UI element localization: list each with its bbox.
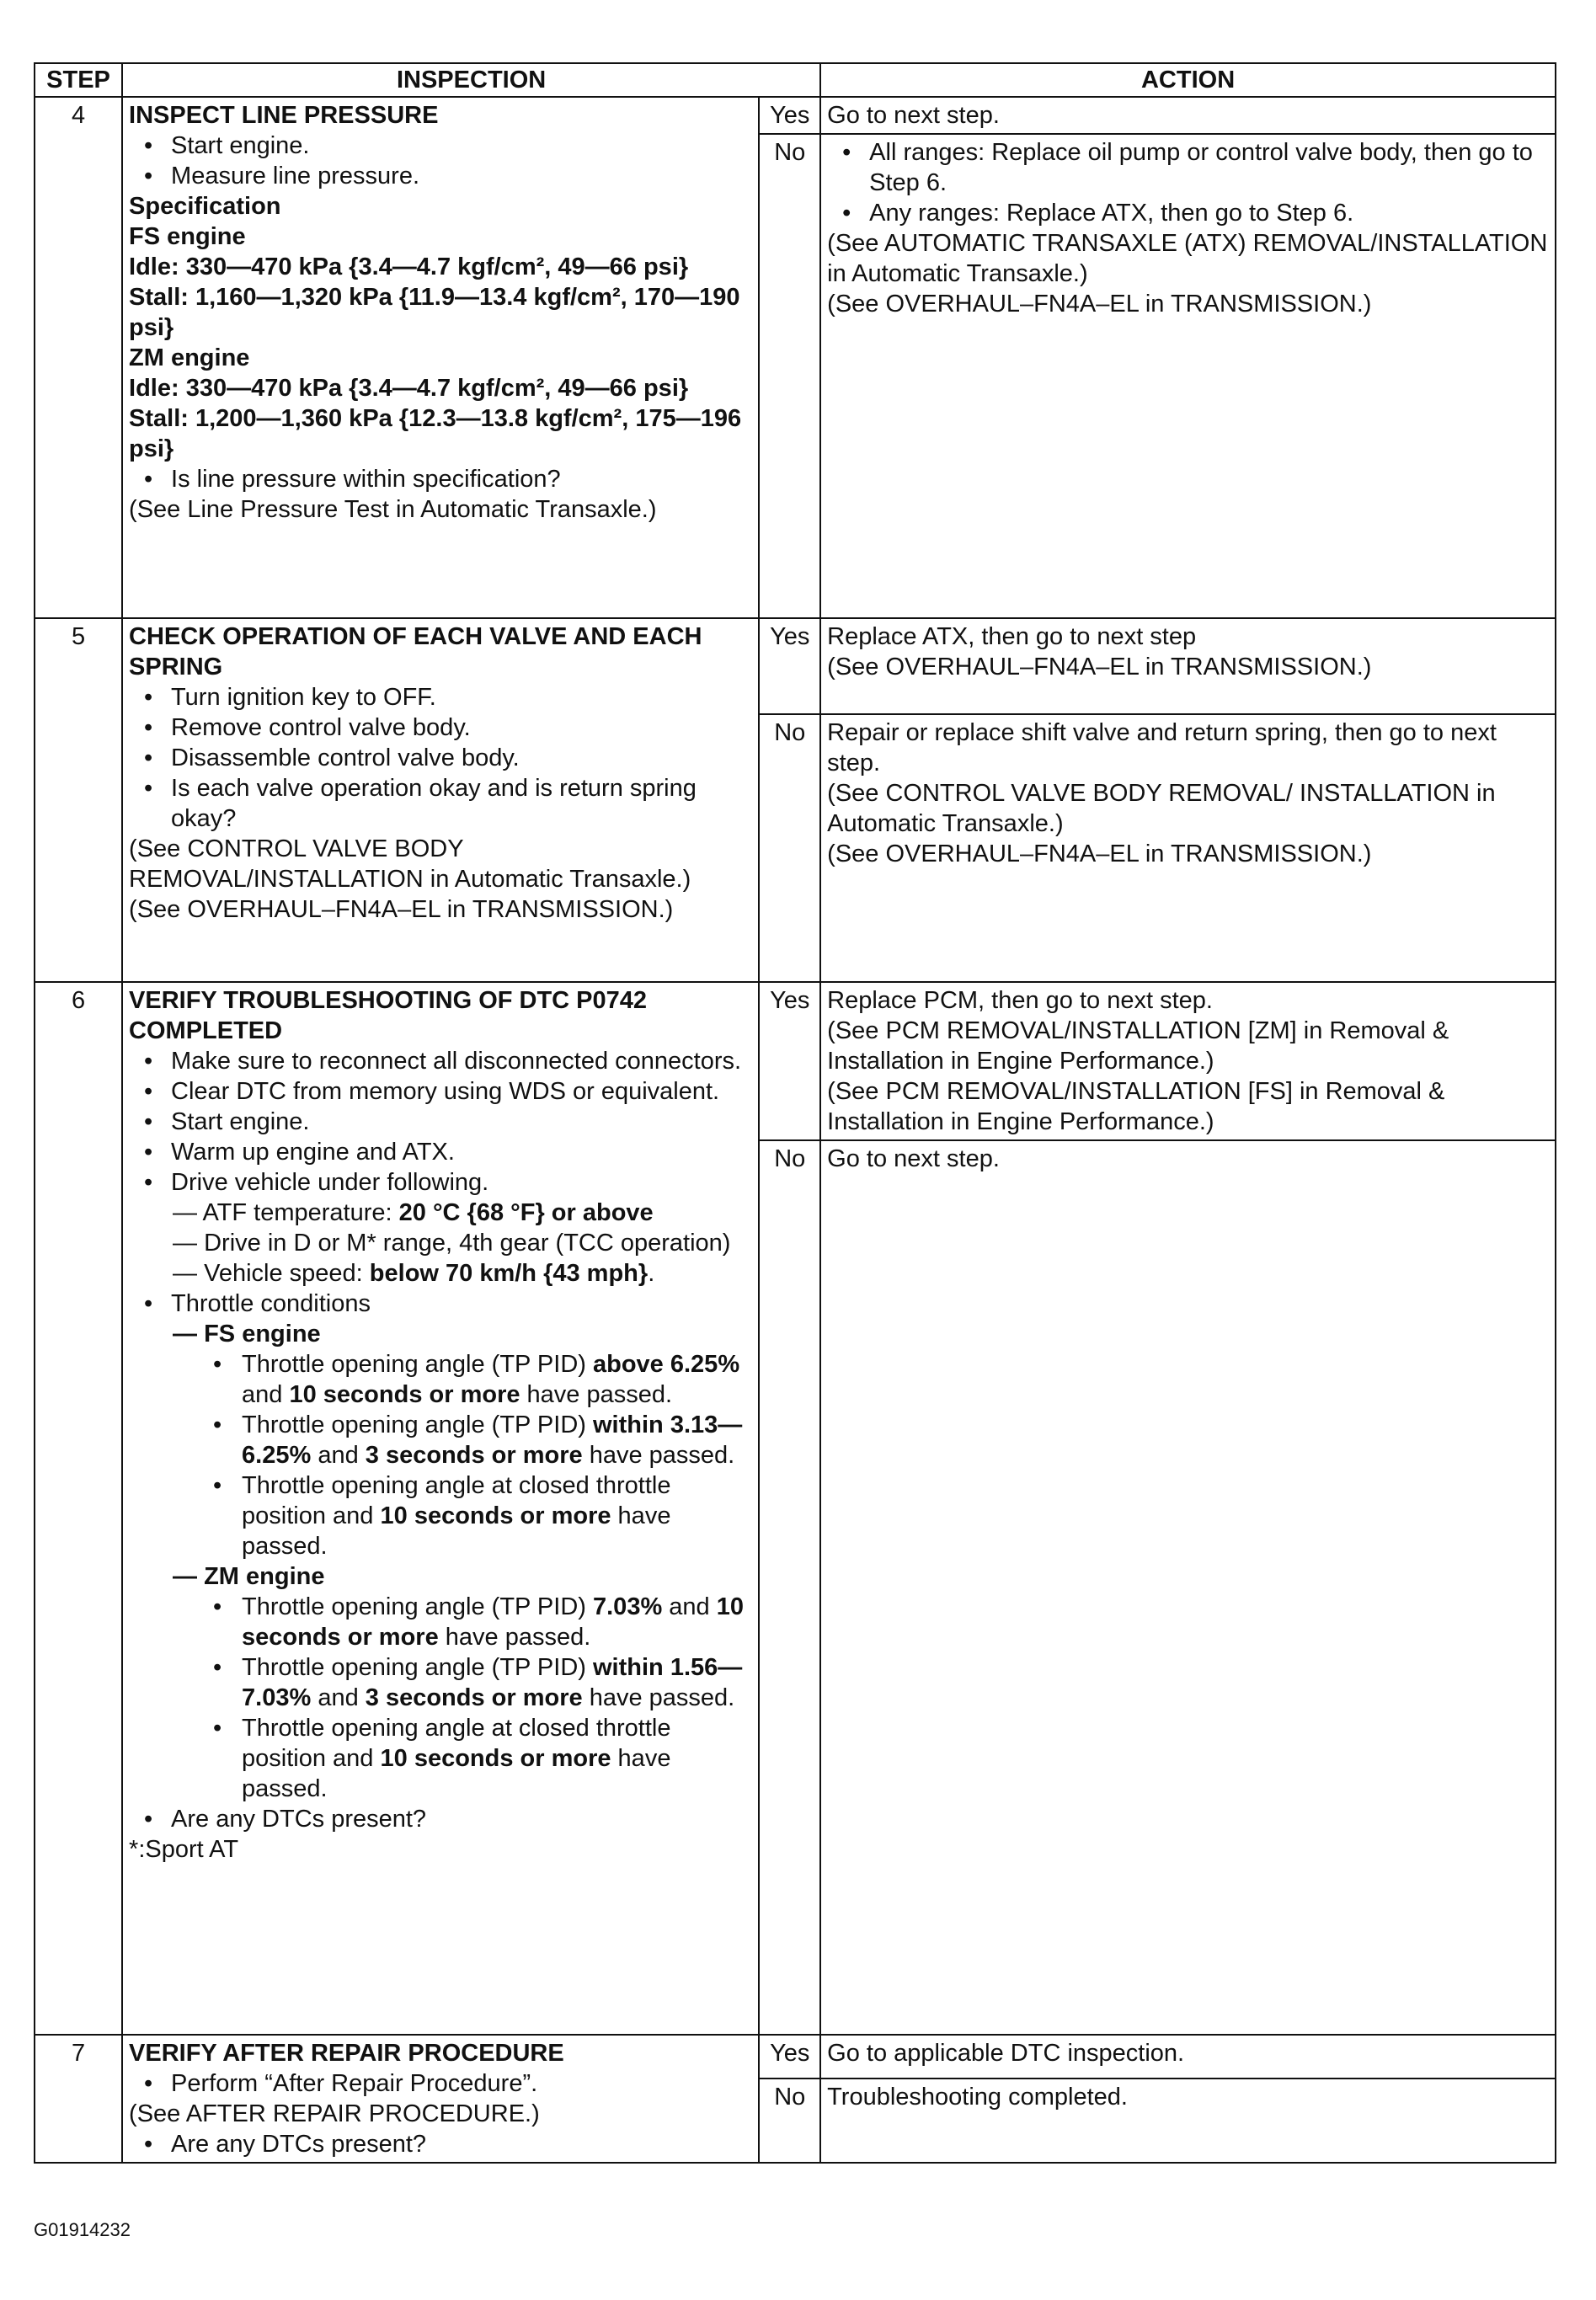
spec-value: Stall: 1,200—1,360 kPa {12.3—13.8 kgf/cm², 175—196 psi} xyxy=(129,405,742,462)
condition-value: 20 °C {68 °F} or above xyxy=(398,1199,654,1226)
reference-note: (See CONTROL VALVE BODY REMOVAL/INSTALLATION in Automatic Transaxle.) xyxy=(129,835,691,893)
reference-note: (See CONTROL VALVE BODY REMOVAL/ INSTALLATION in Automatic Transaxle.) xyxy=(827,780,1496,837)
step-title: CHECK OPERATION OF EACH VALVE AND EACH SPRING xyxy=(129,623,702,680)
action-text: Repair or replace shift valve and return spring, then go to next step. xyxy=(827,719,1497,776)
action-text: Replace PCM, then go to next step. xyxy=(827,987,1213,1014)
condition-item xyxy=(129,1258,752,1289)
throttle-item xyxy=(129,1652,752,1713)
step-7-inspection xyxy=(122,2035,759,2163)
no-label: No xyxy=(759,714,820,982)
troubleshooting-table xyxy=(34,62,1556,2164)
no-action xyxy=(820,714,1556,982)
action-text: Troubleshooting completed. xyxy=(827,2084,1128,2111)
throttle-value: 10 seconds or more xyxy=(289,1381,520,1408)
throttle-text: Throttle opening angle at closed throttle position and xyxy=(242,1715,671,1772)
troubleshooting-table-container xyxy=(34,62,1556,2164)
throttle-value: within 1.56—7.03% xyxy=(242,1654,743,1711)
list-item: • Throttle conditions xyxy=(129,1289,752,1319)
step-5-inspection xyxy=(122,618,759,982)
list-item: • Perform “After Repair Procedure”. xyxy=(129,2068,752,2099)
no-action xyxy=(820,1140,1556,2035)
throttle-text: Throttle opening angle at closed throttle position and xyxy=(242,1472,671,1529)
no-label: No xyxy=(759,134,820,618)
throttle-text: and xyxy=(311,1684,366,1711)
condition-text: — Vehicle speed: xyxy=(173,1260,370,1287)
throttle-text: Throttle opening angle (TP PID) xyxy=(242,1593,593,1620)
action-item: • Any ranges: Replace ATX, then go to Step 6. xyxy=(827,198,1549,228)
throttle-text: have passed. xyxy=(582,1684,735,1711)
action-text: Go to applicable DTC inspection. xyxy=(827,2040,1185,2067)
throttle-value: 7.03% xyxy=(593,1593,663,1620)
list-item: • Are any DTCs present? xyxy=(129,2129,752,2159)
step-4-inspection xyxy=(122,97,759,618)
no-label: No xyxy=(759,1140,820,2035)
throttle-item xyxy=(129,1349,752,1410)
action-text: Go to next step. xyxy=(827,102,1000,129)
header-action: ACTION xyxy=(820,63,1556,97)
condition-value: below 70 km/h {43 mph} xyxy=(369,1260,649,1287)
engine-heading: FS engine xyxy=(129,223,246,250)
throttle-text: have passed. xyxy=(582,1442,735,1469)
throttle-text: have passed. xyxy=(520,1381,673,1408)
engine-heading: — ZM engine xyxy=(173,1563,325,1590)
step-title: VERIFY AFTER REPAIR PROCEDURE xyxy=(129,2040,564,2067)
reference-note: (See OVERHAUL–FN4A–EL in TRANSMISSION.) xyxy=(129,896,674,923)
list-item: • Start engine. xyxy=(129,1107,752,1137)
throttle-value: 3 seconds or more xyxy=(365,1442,583,1469)
throttle-text: have passed. xyxy=(242,1745,671,1802)
list-item: • Clear DTC from memory using WDS or equivalent. xyxy=(129,1076,752,1107)
list-item: • Is each valve operation okay and is return spring okay? xyxy=(129,773,752,834)
reference-note: (See OVERHAUL–FN4A–EL in TRANSMISSION.) xyxy=(827,840,1372,867)
yes-label: Yes xyxy=(759,618,820,714)
step-title: VERIFY TROUBLESHOOTING OF DTC P0742 COMPLETED xyxy=(129,987,648,1044)
step-number: 7 xyxy=(35,2035,122,2163)
step-6-yes-row xyxy=(35,982,1556,1140)
action-text: Go to next step. xyxy=(827,1145,1000,1172)
list-item: • Remove control valve body. xyxy=(129,712,752,743)
throttle-value: above 6.25% xyxy=(593,1351,740,1378)
throttle-text: Throttle opening angle (TP PID) xyxy=(242,1351,593,1378)
throttle-value: 10 seconds or more xyxy=(380,1502,611,1529)
reference-note: (See AFTER REPAIR PROCEDURE.) xyxy=(129,2100,540,2127)
yes-action xyxy=(820,2035,1556,2079)
yes-label: Yes xyxy=(759,982,820,1140)
condition-item: — Drive in D or M* range, 4th gear (TCC operation) xyxy=(173,1230,731,1257)
yes-label: Yes xyxy=(759,97,820,134)
list-item: • Turn ignition key to OFF. xyxy=(129,682,752,712)
no-label: No xyxy=(759,2079,820,2163)
engine-heading: — FS engine xyxy=(173,1321,321,1347)
step-6-inspection xyxy=(122,982,759,2035)
step-5-yes-row xyxy=(35,618,1556,714)
action-item: • All ranges: Replace oil pump or control valve body, then go to Step 6. xyxy=(827,137,1549,198)
no-action xyxy=(820,134,1556,618)
header-step: STEP xyxy=(35,63,122,97)
reference-note: (See AUTOMATIC TRANSAXLE (ATX) REMOVAL/INSTALLATION in Automatic Transaxle.) xyxy=(827,230,1548,287)
list-item: • Warm up engine and ATX. xyxy=(129,1137,752,1167)
reference-note: (See PCM REMOVAL/INSTALLATION [ZM] in Removal & Installation in Engine Performance.) xyxy=(827,1017,1449,1075)
yes-action xyxy=(820,618,1556,714)
yes-action xyxy=(820,982,1556,1140)
spec-value: Idle: 330—470 kPa {3.4—4.7 kgf/cm², 49—66 psi} xyxy=(129,375,689,402)
condition-item xyxy=(129,1198,752,1228)
throttle-text: Throttle opening angle (TP PID) xyxy=(242,1411,593,1438)
reference-note: (See Line Pressure Test in Automatic Transaxle.) xyxy=(129,496,657,523)
step-number: 4 xyxy=(35,97,122,618)
list-item: • Is line pressure within specification? xyxy=(129,464,752,494)
list-item: • Disassemble control valve body. xyxy=(129,743,752,773)
action-text: Replace ATX, then go to next step xyxy=(827,623,1197,650)
throttle-text: and xyxy=(662,1593,717,1620)
header-row xyxy=(35,63,1556,97)
list-item: • Start engine. xyxy=(129,131,752,161)
yes-label: Yes xyxy=(759,2035,820,2079)
spec-value: Stall: 1,160—1,320 kPa {11.9—13.4 kgf/cm², 170—190 psi} xyxy=(129,284,740,341)
footnote: *:Sport AT xyxy=(129,1836,239,1863)
condition-text: — ATF temperature: xyxy=(173,1199,399,1226)
throttle-value: 10 seconds or more xyxy=(242,1593,744,1651)
throttle-text: have passed. xyxy=(438,1624,591,1651)
spec-heading: Specification xyxy=(129,193,281,220)
yes-action xyxy=(820,97,1556,134)
throttle-item xyxy=(129,1592,752,1652)
throttle-text: and xyxy=(311,1442,366,1469)
throttle-value: within 3.13—6.25% xyxy=(242,1411,743,1469)
throttle-text: and xyxy=(242,1381,290,1408)
step-4-yes-row xyxy=(35,97,1556,134)
reference-note: (See OVERHAUL–FN4A–EL in TRANSMISSION.) xyxy=(827,654,1372,680)
throttle-item xyxy=(129,1410,752,1470)
step-7-yes-row xyxy=(35,2035,1556,2079)
throttle-item xyxy=(129,1470,752,1561)
reference-note: (See PCM REMOVAL/INSTALLATION [FS] in Removal & Installation in Engine Performance.) xyxy=(827,1078,1445,1135)
throttle-item xyxy=(129,1713,752,1804)
reference-note: (See OVERHAUL–FN4A–EL in TRANSMISSION.) xyxy=(827,291,1372,318)
list-item: • Measure line pressure. xyxy=(129,161,752,191)
header-inspection: INSPECTION xyxy=(122,63,820,97)
step-number: 5 xyxy=(35,618,122,982)
list-item: • Are any DTCs present? xyxy=(129,1804,752,1834)
spec-value: Idle: 330—470 kPa {3.4—4.7 kgf/cm², 49—66 psi} xyxy=(129,253,689,280)
condition-text: . xyxy=(648,1260,655,1287)
list-item: • Drive vehicle under following. xyxy=(129,1167,752,1198)
step-title: INSPECT LINE PRESSURE xyxy=(129,102,439,129)
throttle-value: 3 seconds or more xyxy=(365,1684,583,1711)
step-number: 6 xyxy=(35,982,122,2035)
list-item: • Make sure to reconnect all disconnected connectors. xyxy=(129,1046,752,1076)
throttle-text: have passed. xyxy=(242,1502,671,1560)
throttle-text: Throttle opening angle (TP PID) xyxy=(242,1654,593,1681)
engine-heading: ZM engine xyxy=(129,344,250,371)
figure-id: G01914232 xyxy=(34,2219,131,2240)
no-action xyxy=(820,2079,1556,2163)
throttle-value: 10 seconds or more xyxy=(380,1745,611,1772)
